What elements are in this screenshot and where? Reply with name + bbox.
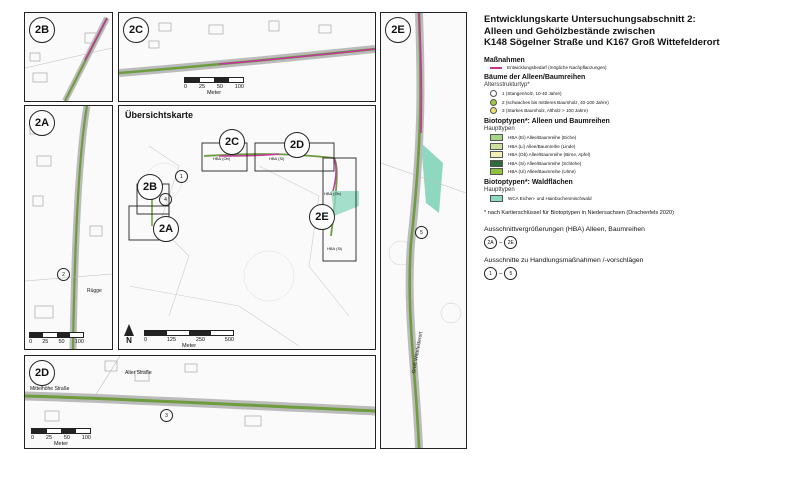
overview-label-4: HBA (Si) <box>327 246 343 251</box>
scale-bar-2c: 0 25 50 100 Meter <box>184 77 244 96</box>
legend-footnote: * nach Kartierschlüssel für Biotoptypen in Niedersachsen (Drachenfels 2020) <box>484 210 674 216</box>
marker-5: 5 <box>415 226 428 239</box>
marker-4: 4 <box>159 193 172 206</box>
legend-wald-heading: Biotoptypen*: Waldflächen <box>484 179 573 186</box>
legend-massnahmen-heading: Maßnahmen <box>484 56 525 64</box>
legend-allee-type-2: HBA (Li) Allee/Baumreihe (Linde) <box>490 143 789 150</box>
legend <box>484 14 789 283</box>
overview-box-2d[interactable]: 2D <box>284 132 310 158</box>
map-panel-2a[interactable] <box>24 105 113 350</box>
road-label: Groß Wittefelderort <box>411 331 425 375</box>
altersstruktur-dot <box>490 99 497 106</box>
legend-wald-item: WCA Eichen- und Hainbuchenmischwald <box>490 195 789 202</box>
overview-box-2c[interactable]: 2C <box>219 129 245 155</box>
legend-allee-type-4: HBA (Si) Allee/Baumreihe (Schlehe) <box>490 160 789 167</box>
map-2c-canvas <box>119 13 375 101</box>
marker-2: 2 <box>57 268 70 281</box>
legend-allee-type-5: HBA (Ul) Allee/Baumreihe (Ulme) <box>490 168 789 175</box>
overview-label-3: HBA (Ob) <box>324 191 342 196</box>
legend-allee-type-1: HBA (Ei) Allee/Baumreihe (Eiche) <box>490 134 789 141</box>
scale-bar-2d: 0 25 50 100 Meter <box>31 428 91 447</box>
scale-bar-2a: 0 25 50 100 <box>29 332 84 345</box>
legend-massnahmen-item: Entwicklungsbedarf (mögliche Nachpflanzungen) <box>490 65 789 70</box>
scale-bar-overview: 0 125 250 500 Meter <box>144 330 234 349</box>
overview-label-1: HBA (Ob) <box>213 156 231 161</box>
legend-wald-sub: Haupttypen <box>484 187 515 193</box>
legend-alleen-sub: Haupttypen <box>484 126 515 132</box>
legend-handlung-heading: Ausschnitte zu Handlungsmaßnahmen /-vorschlägen <box>484 257 644 264</box>
overview-box-2e[interactable]: 2E <box>309 204 335 230</box>
legend-altersstruktur-3: 3 (Starkes Baumholz, Altholz > 100 Jahre) <box>490 107 789 114</box>
legend-altersstruktur-1: 1 (Stangenholz, 10-40 Jahre) <box>490 90 789 97</box>
allee-swatch <box>490 151 503 158</box>
street-label-1: Mittelhöhe Straße <box>30 386 70 392</box>
allee-swatch <box>490 143 503 150</box>
panel-id-2d: 2D <box>29 360 55 386</box>
altersstruktur-dot <box>490 90 497 97</box>
legend-baeume-sub: Altersstrukturtyp* <box>484 82 530 88</box>
map-panel-2b[interactable] <box>24 12 113 102</box>
overview-box-2b[interactable]: 2B <box>137 174 163 200</box>
marker-1: 1 <box>175 170 188 183</box>
map-2a-canvas <box>25 106 112 349</box>
allee-swatch <box>490 160 503 167</box>
map-panel-overview[interactable] <box>118 105 376 350</box>
overview-title: Übersichtskarte <box>125 110 194 120</box>
street-label-2: Alter Straße <box>125 370 152 376</box>
north-arrow: N <box>124 324 134 345</box>
overview-label-2: HBA (Si) <box>269 156 285 161</box>
legend-baeume-heading: Bäume der Alleen/Baumreihen <box>484 74 586 81</box>
legend-altersstruktur-2: 2 (schwaches bis mittleres Baumholz, 40-100 Jahre) <box>490 99 789 106</box>
legend-handlung-range: 1 – 5 <box>484 267 789 280</box>
allee-swatch <box>490 168 503 175</box>
legend-ausschnitt-range: 2A – 2E <box>484 236 789 249</box>
map-panel-2d[interactable] <box>24 355 376 449</box>
map-title: Entwicklungskarte Untersuchungsabschnitt 2: Alleen und Gehölzbestände zwischen K148 Sögelner Straße und K167 Groß Wittefelderort <box>484 14 720 48</box>
legend-allee-type-3: HBA (Ob) Allee/Baumreihe (Birne, Apfel) <box>490 151 789 158</box>
altersstruktur-dot <box>490 107 497 114</box>
place-label-ruegge: Rügge <box>87 288 102 294</box>
panel-id-2c: 2C <box>123 17 149 43</box>
legend-ausschnitt-heading: Ausschnittvergrößerungen (HBA) Alleen, Baumreihen <box>484 226 645 233</box>
legend-alleen-heading: Biotoptypen*: Alleen und Baumreihen <box>484 118 610 125</box>
map-panel-2c[interactable] <box>118 12 376 102</box>
map-panel-2e[interactable] <box>380 12 467 449</box>
panel-id-2b: 2B <box>29 17 55 43</box>
marker-3: 3 <box>160 409 173 422</box>
panel-id-2e: 2E <box>385 17 411 43</box>
overview-box-2a[interactable]: 2A <box>153 216 179 242</box>
swatch-wca <box>490 195 503 202</box>
allee-swatch <box>490 134 503 141</box>
panel-id-2a: 2A <box>29 110 55 136</box>
